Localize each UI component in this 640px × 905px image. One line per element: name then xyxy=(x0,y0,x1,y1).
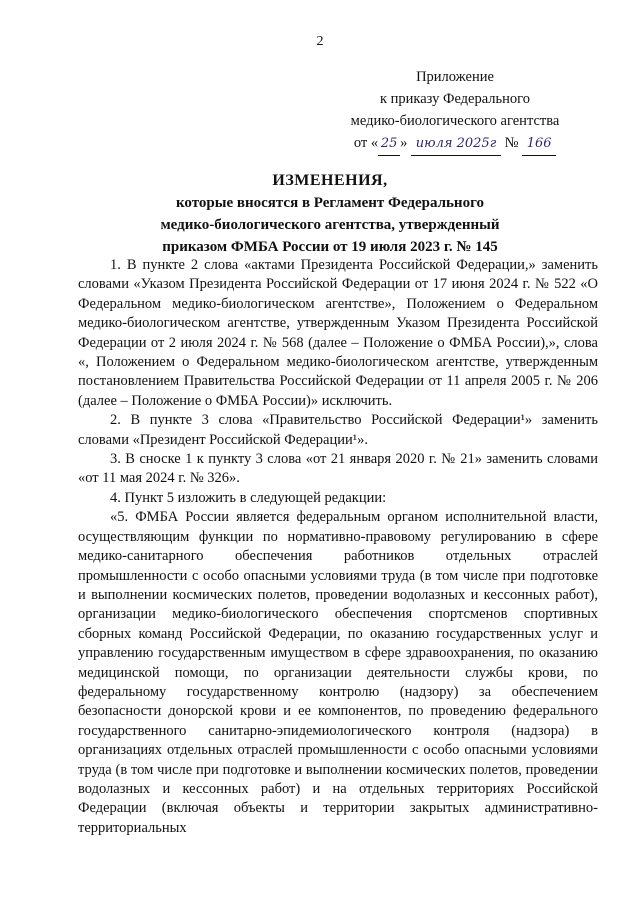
title-line-1: которые вносятся в Регламент Федерального xyxy=(175,195,485,211)
appendix-date-line xyxy=(330,132,580,156)
document-body xyxy=(78,256,598,838)
title-line-2: медико-биологического агентства, утвержденный xyxy=(160,217,500,233)
paragraph-5: «5. ФМБА России является федеральным органом исполнительной власти, осуществляющим функции по нормативно-правовому регулированию в сфере медико-санитарного обеспечения работников отдельных отраслей промышленности с особо опасными условиями труда (в том числе при подготовке и выполнении космических полетов, проведении водолазных и кессонных работ), организации медико-биологического обеспечения спортсменов спортивных сборных команд Российской Федерации, по оказанию государственных услуг и управлению государственным имуществом в сфере здравоохранения, по оказанию медицинской помощи, по организации деятельности службы крови, по федеральному государственному контролю (надзору) за обеспечением безопасности донорской крови и ее компонентов, по проведению федерального государственного санитарно-эпидемиологического контроля (надзора) в организациях отдельных отраслей промышленности с особо опасными условиями труда (в том числе при подготовке и выполнении космических полетов, проведении водолазных и кессонных работ) и на отдельных территориях Российской Федерации (включая объекты и территории закрытых административно-территориальных xyxy=(78,509,598,836)
appendix-header xyxy=(330,66,580,156)
paragraph-1: 1. В пункте 2 слова «актами Президента Российской Федерации,» заменить словами «Указом Президента Российской Федерации от 17 июня 2024 г. № 522 «О Федеральном медико-биологическом агентстве», Положением о Федеральном медико-биологическом агентстве, утвержденным Указом Президента Российской Федерации от 2 июля 2024 г. № 568 (далее – Положение о ФМБА России),», слова «, Положением о Федеральном медико-биологическом агентстве, утвержденным постановлением Правительства Российской Федерации от 11 апреля 2005 г. № 206 (далее – Положение о ФМБА России)» исключить. xyxy=(78,257,598,409)
handwritten-month-year: июля 2025г xyxy=(411,133,501,156)
title-line-3: приказом ФМБА России от 19 июля 2023 г. № 145 xyxy=(162,239,498,255)
paragraph-4: 4. Пункт 5 изложить в следующей редакции: xyxy=(110,489,387,506)
date-close-quote: » xyxy=(400,135,408,151)
paragraph-3: 3. В сноске 1 к пункту 3 слова «от 21 января 2020 г. № 21» заменить словами «от 11 мая 2024 г. № 326». xyxy=(78,451,598,487)
title-main: ИЗМЕНЕНИЯ, xyxy=(272,172,388,189)
document-title xyxy=(60,170,600,258)
handwritten-day: 25 xyxy=(378,133,400,156)
number-label: № xyxy=(504,135,519,151)
date-from-label: от « xyxy=(353,135,379,151)
page-number: 2 xyxy=(316,34,324,49)
appendix-agency: медико-биологического агентства xyxy=(350,113,560,129)
paragraph-2: 2. В пункте 3 слова «Правительство Российской Федерации¹» заменить словами «Президент Российской Федерации¹». xyxy=(78,412,598,448)
appendix-order-ref: к приказу Федерального xyxy=(379,91,531,107)
appendix-title: Приложение xyxy=(416,69,494,85)
handwritten-order-number: 166 xyxy=(522,133,556,156)
